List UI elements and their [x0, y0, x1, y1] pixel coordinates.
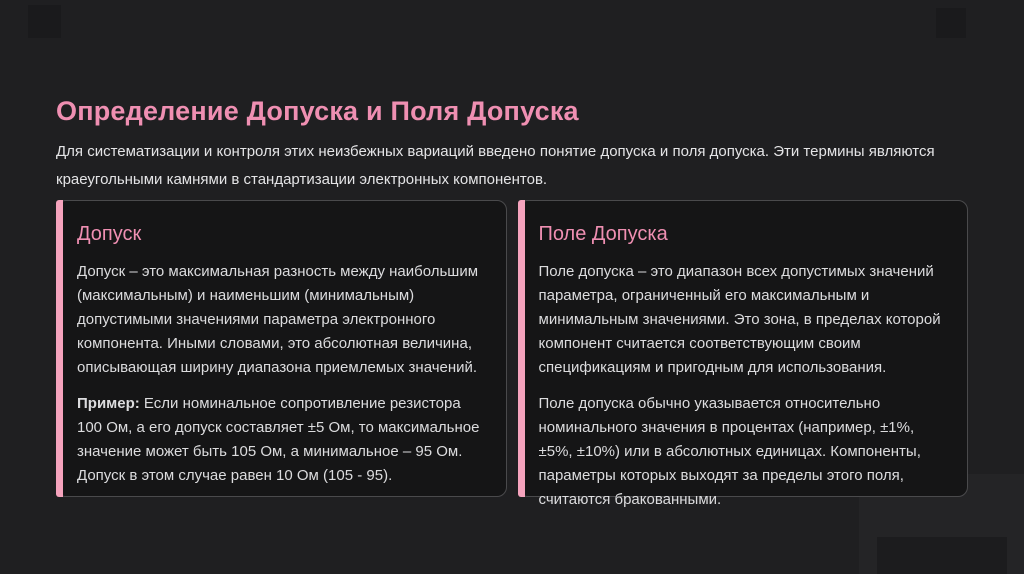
page-title: Определение Допуска и Поля Допуска: [56, 96, 579, 127]
card-accent-bar: [56, 200, 63, 497]
card-tolerance-example: [77, 392, 486, 488]
card-tolerance-heading: Допуск: [77, 223, 142, 245]
decor-square-top-right: [936, 8, 966, 38]
cards-row: [56, 200, 968, 508]
card-tolerance-field: [518, 200, 969, 508]
card-tolerance-field-heading: Поле Допуска: [538, 223, 668, 245]
card-tolerance: [56, 200, 507, 497]
decor-square-top-left: [28, 5, 61, 38]
card-tolerance-field-paragraph-2: Поле допуска обычно указывается относительно номинального значения в процентах (например, ±1%, ±5%, ±10%) или в абсолютных единицах. Компоненты, параметры которых выходят за пределы этого поля, считаются бракованными.: [538, 395, 921, 508]
card-accent-bar: [518, 200, 525, 497]
decor-square-bottom-right-dark: [877, 537, 1007, 574]
card-tolerance-field-paragraph-1: Поле допуска – это диапазон всех допустимых значений параметра, ограниченный его максимальным и минимальным значениями. Это зона, в пределах которой компонент считается соответствующим своим спецификациям и пригодным для использования.: [538, 263, 941, 376]
example-text: Если номинальное сопротивление резистора 100 Ом, а его допуск составляет ±5 Ом, то максимальное значение может быть 105 Ом, а минимальное – 95 Ом. Допуск в этом случае равен 10 Ом (105 - 95).: [77, 395, 480, 484]
example-label: Пример:: [77, 395, 140, 412]
card-tolerance-paragraph: Допуск – это максимальная разность между наибольшим (максимальным) и наименьшим (минимальным) допустимыми значениями параметра электронного компонента. Иными словами, это абсолютная величина, описывающая ширину диапазона приемлемых значений.: [77, 263, 479, 376]
intro-text: Для систематизации и контроля этих неизбежных вариаций введено понятие допуска и поля допуска. Эти термины являются краеугольными камнями в стандартизации электронных компонентов.: [56, 143, 935, 188]
